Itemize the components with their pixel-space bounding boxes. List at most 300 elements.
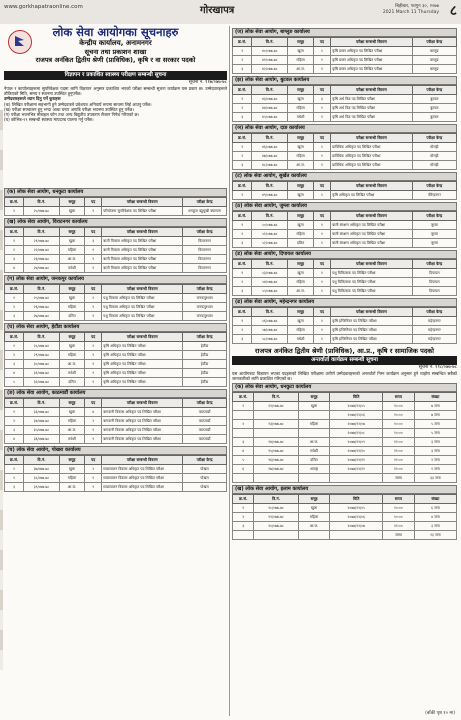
column-header: परीक्षा केन्द्र	[183, 333, 227, 342]
left-column	[4, 26, 227, 492]
table-cell: ६	[233, 465, 254, 474]
table-cell: काठमाडौं	[183, 417, 227, 426]
table-header-row	[5, 399, 227, 408]
table-row	[233, 438, 457, 447]
column-header: पद	[85, 285, 102, 294]
table-cell: पोखरा	[183, 483, 227, 492]
table-cell: महिला	[288, 278, 314, 287]
table-cell: ५५/०७७-७८	[252, 287, 288, 296]
table-cell: २	[233, 278, 252, 287]
table-cell: काठमाडौं	[183, 408, 227, 417]
office-section-heading: (ड) लोक सेवा आयोग, दिपायल कार्यालय	[232, 250, 457, 259]
table-cell: २०७७/१२/०५	[330, 504, 383, 513]
table-cell: कृषि अर्थ विज्ञ पद लिखित परीक्षा	[331, 113, 413, 122]
table-cell: बागवानी विकास अधिकृत पद लिखित परीक्षा	[102, 426, 183, 435]
table-cell: २०/०७७-७८	[24, 207, 60, 216]
table-cell: ५ जना	[414, 429, 456, 438]
table-row	[5, 207, 227, 216]
table-cell	[233, 474, 254, 483]
table-row	[233, 191, 457, 200]
table-cell: २	[5, 246, 24, 255]
table-cell: १	[233, 269, 252, 278]
table-cell: मधेशी	[288, 335, 314, 344]
schedule-table	[232, 259, 457, 296]
table-cell: ७ जना	[414, 402, 456, 411]
table-cell: महिला	[298, 513, 330, 522]
column-header: वि.नं.	[254, 495, 298, 504]
column-header: परीक्षा सम्बन्धी विवरण	[102, 333, 183, 342]
table-row	[233, 504, 457, 513]
table-cell: प्राविधिक अधिकृत पद लिखित परीक्षा	[331, 143, 413, 152]
table-cell	[233, 429, 254, 438]
table-cell: जुम्ला	[412, 230, 456, 239]
column-header: वि.नं.	[24, 228, 60, 237]
notice-heading: राजपत्र अनंकित द्वितीय श्रेणी (प्राविधिक), कृषि र वा सरकार पदको	[35, 56, 196, 64]
table-cell: बागवानी विकास अधिकृत पद लिखित परीक्षा	[102, 417, 183, 426]
table-cell: ३ जना	[414, 522, 456, 531]
table-cell: माछापालन विकास अधिकृत पद लिखित परीक्षा	[102, 483, 183, 492]
table-cell: पोखरा	[183, 474, 227, 483]
column-header: परीक्षा सम्बन्धी विवरण	[331, 308, 413, 317]
column-header: समय	[382, 393, 414, 402]
table-cell: महेन्द्रनगर	[412, 335, 456, 344]
table-cell: आ.ज.	[59, 483, 84, 492]
column-header: क्र.सं.	[233, 212, 252, 221]
table-cell: ३	[233, 522, 254, 531]
table-row	[233, 143, 457, 152]
table-cell: २	[313, 317, 330, 326]
table-cell: दलित	[59, 312, 84, 321]
schedule-table	[4, 227, 227, 273]
table-cell: मधेशी	[59, 264, 84, 273]
table-cell: २	[233, 326, 252, 335]
table-cell: पशु चिकित्सक पद लिखित परीक्षा	[331, 269, 413, 278]
column-header: क्र.सं.	[5, 198, 24, 207]
column-header: समूह	[288, 260, 314, 269]
table-row	[233, 152, 457, 161]
intro-paragraph: नेपाल र कार्यालयहरूमा सुपरिवेक्षक पदमा लागि विज्ञापन अनुसार प्रकाशित भएको परीक्षा सम्बन्धी सूचना कार्यक्रम यस प्रकार छ। उम्मेदवारहरूले तोकिएको मिति, समय र स्थानमा उपस्थित हुनुपर्नेछ।	[4, 86, 227, 97]
table-cell: १६/०७७-७८	[254, 456, 298, 465]
table-row	[5, 408, 227, 417]
office-section-heading: (क) लोक सेवा आयोग, धनकुटा कार्यालय	[4, 188, 227, 197]
second-notice-bar: अन्तर्वार्ता कार्यक्रम सम्बन्धी सूचना	[232, 356, 457, 365]
table-cell: २	[313, 47, 330, 56]
table-cell: ३०/०७७-७८	[24, 360, 60, 369]
table-cell: १	[233, 402, 254, 411]
table-cell: ३	[233, 287, 252, 296]
column-header: पद	[85, 333, 102, 342]
table-cell: महेन्द्रनगर	[412, 326, 456, 335]
table-cell: १०:००	[382, 411, 414, 420]
table-header-row	[233, 212, 457, 221]
continued-note: (बाँकी पृष्ठ १० मा)	[425, 711, 455, 716]
column-header: परीक्षा केन्द्र	[183, 285, 227, 294]
table-cell: ५२/०७७-७८	[252, 239, 288, 248]
column-header: क्र.सं.	[233, 182, 252, 191]
schedule-table	[4, 455, 227, 492]
table-cell: २०७७/१२/११	[330, 456, 383, 465]
table-cell: बाग्लुङ	[412, 56, 456, 65]
table-header-row	[233, 134, 457, 143]
office-section-heading: (घ) लोक सेवा आयोग, हेटौंडा कार्यालय	[4, 323, 227, 332]
table-cell: ५७/०७७-७८	[252, 326, 288, 335]
table-cell: बाली संरक्षण अधिकृत पद लिखित परीक्षा	[331, 221, 413, 230]
table-row	[5, 237, 227, 246]
office-section-heading: (ङ) लोक सेवा आयोग, काठमाडौं कार्यालय	[4, 389, 227, 398]
second-notice-number: सूचना नं. ११८/०७७-७८	[418, 365, 457, 370]
column-header: परीक्षा केन्द्र	[183, 228, 227, 237]
table-cell: ५०/०७७-७८	[252, 221, 288, 230]
table-row	[5, 426, 227, 435]
table-row	[233, 65, 457, 74]
table-cell: १	[233, 221, 252, 230]
column-header: समूह	[298, 393, 330, 402]
column-header: परीक्षा सम्बन्धी विवरण	[102, 285, 183, 294]
table-cell	[330, 474, 383, 483]
table-cell: ११:००	[382, 438, 414, 447]
table-cell: महिला	[288, 230, 314, 239]
column-header: क्र.सं.	[5, 456, 24, 465]
table-cell: विराटनगर	[183, 264, 227, 273]
office-name: केन्द्रीय कार्यालय, अनामनगर	[79, 39, 152, 47]
table-cell: परियोजना सुपरिवेक्षक पद लिखित परीक्षा	[102, 207, 183, 216]
column-header: परीक्षा केन्द्र	[183, 399, 227, 408]
table-cell: ५ जना	[414, 420, 456, 429]
office-section-heading: (ठ) लोक सेवा आयोग, जुम्ला कार्यालय	[232, 202, 457, 211]
table-row	[233, 531, 457, 540]
column-header: समूह	[288, 38, 314, 47]
column-header: परीक्षा सम्बन्धी विवरण	[102, 456, 183, 465]
table-cell: जनकपुरधाम	[183, 294, 227, 303]
table-cell: २	[233, 420, 254, 429]
notice-number: सूचना नं. ११७/०७७-७८	[188, 80, 227, 85]
table-row	[5, 264, 227, 273]
column-header: वि.नं.	[24, 198, 60, 207]
instructions-list	[4, 102, 227, 123]
table-cell: ३ जना	[414, 447, 456, 456]
office-section-heading: (ढ) लोक सेवा आयोग, महेन्द्रनगर कार्यालय	[232, 298, 457, 307]
table-cell: १	[85, 255, 102, 264]
table-cell: काठमाडौं	[183, 426, 227, 435]
column-header: समूह	[288, 182, 314, 191]
table-row	[233, 95, 457, 104]
table-cell: जम्मा	[382, 474, 414, 483]
table-header-row	[233, 38, 457, 47]
table-cell: १	[313, 161, 330, 170]
table-row	[233, 456, 457, 465]
table-cell: कृषि इन्जिनियर पद लिखित परीक्षा	[331, 317, 413, 326]
table-cell: बुटवल	[412, 113, 456, 122]
table-cell: मधेशी	[298, 447, 330, 456]
column-header: क्र.सं.	[233, 86, 252, 95]
table-row	[233, 269, 457, 278]
table-row	[5, 246, 227, 255]
table-cell: जुम्ला	[412, 239, 456, 248]
column-header: परीक्षा केन्द्र	[412, 308, 456, 317]
office-section-heading: (च) लोक सेवा आयोग, पोखरा कार्यालय	[4, 446, 227, 455]
table-cell: बुटवल	[412, 104, 456, 113]
table-cell: ५१/०७७-७८	[252, 230, 288, 239]
column-header: क्र.सं.	[233, 134, 252, 143]
table-row	[233, 429, 457, 438]
table-cell: ३	[233, 438, 254, 447]
table-cell: आ.ज.	[59, 255, 84, 264]
table-cell: माछापालन विकास अधिकृत पद लिखित परीक्षा	[102, 474, 183, 483]
table-cell: २०७७/१२/०८	[330, 429, 383, 438]
table-cell: २	[5, 303, 24, 312]
schedule-table	[232, 133, 457, 170]
table-cell: १	[85, 426, 102, 435]
psc-emblem-icon	[8, 30, 32, 54]
table-cell: जम्मा	[382, 531, 414, 540]
table-cell: खुला	[59, 408, 84, 417]
table-cell: कृषि प्रसार अधिकृत पद लिखित परीक्षा	[331, 56, 413, 65]
table-cell: २	[233, 152, 252, 161]
table-row	[233, 239, 457, 248]
margin-strip	[0, 110, 3, 670]
table-cell: बाली विकास अधिकृत पद लिखित परीक्षा	[102, 255, 183, 264]
table-cell: महिला	[288, 152, 314, 161]
table-cell: १	[85, 351, 102, 360]
table-cell: पशु विकास अधिकृत पद लिखित परीक्षा	[102, 303, 183, 312]
column-header: परीक्षा केन्द्र	[412, 212, 456, 221]
column-header: परीक्षा केन्द्र	[412, 134, 456, 143]
column-header: वि.नं.	[252, 212, 288, 221]
table-cell: १	[313, 230, 330, 239]
column-header: क्र.सं.	[233, 393, 254, 402]
column-header: परीक्षा सम्बन्धी विवरण	[102, 198, 183, 207]
table-cell: कृषि अर्थ विज्ञ पद लिखित परीक्षा	[331, 95, 413, 104]
table-cell: ३	[5, 255, 24, 264]
table-cell: कृषि इन्जिनियर पद लिखित परीक्षा	[331, 335, 413, 344]
table-cell: आ.ज.	[288, 65, 314, 74]
table-cell: दिपायल	[412, 269, 456, 278]
table-cell: जुम्ला	[412, 221, 456, 230]
table-row	[233, 513, 457, 522]
issue-date-english: 2021 March 11 Thursday	[382, 10, 439, 15]
column-header: समूह	[288, 212, 314, 221]
table-cell: ३	[233, 239, 252, 248]
table-cell: १९/०७७-७८	[254, 513, 298, 522]
table-header-row	[5, 456, 227, 465]
table-cell: २	[233, 513, 254, 522]
table-row	[5, 342, 227, 351]
table-cell: १०:००	[382, 429, 414, 438]
table-cell: कृषि प्रसार अधिकृत पद लिखित परीक्षा	[331, 47, 413, 56]
issue-date-nepali: बिहीबार, फागुन ३०, २०७७	[395, 4, 439, 9]
table-cell: १५/०७७-७८	[254, 447, 298, 456]
column-header: वि.नं.	[252, 134, 288, 143]
table-cell: ५	[233, 456, 254, 465]
table-cell: खुला	[298, 504, 330, 513]
column-header: परीक्षा सम्बन्धी विवरण	[331, 212, 413, 221]
notice-subtitle: विज्ञापन र प्रकाशित स्वास्थ्य परीक्षण सम्बन्धी सूचना	[4, 71, 227, 80]
table-header-row	[233, 86, 457, 95]
table-cell: कृषि अधिकृत पद लिखित परीक्षा	[331, 191, 413, 200]
column-header: पद	[313, 182, 330, 191]
column-header: वि.नं.	[254, 393, 298, 402]
website-url[interactable]: www.gorkhapatraonline.com	[4, 4, 83, 10]
column-header: समूह	[288, 134, 314, 143]
column-header: मिति	[330, 393, 383, 402]
table-cell: १	[313, 287, 330, 296]
column-divider	[229, 26, 230, 716]
table-cell: घोराही	[412, 143, 456, 152]
table-cell: खुला	[59, 207, 84, 216]
table-row	[233, 335, 457, 344]
table-cell: ५६/०७७-७८	[252, 317, 288, 326]
column-header: वि.नं.	[252, 38, 288, 47]
table-row	[233, 161, 457, 170]
table-cell: ४	[5, 264, 24, 273]
right-sections	[232, 28, 457, 344]
table-cell: ३२/०७७-७८	[24, 378, 60, 387]
column-header: क्र.सं.	[233, 260, 252, 269]
table-cell: १३/०७७-७८	[254, 420, 298, 429]
schedule-table	[232, 307, 457, 344]
table-cell: २०७७/१२/०७	[330, 420, 383, 429]
table-cell: १०:००	[382, 402, 414, 411]
table-cell: ३५/०७७-७८	[24, 426, 60, 435]
column-header: परीक्षा केन्द्र	[183, 456, 227, 465]
table-cell: २	[233, 230, 252, 239]
table-header-row	[5, 333, 227, 342]
table-cell: बागवानी विकास अधिकृत पद लिखित परीक्षा	[102, 408, 183, 417]
notice-body	[4, 86, 227, 186]
column-header: समूह	[59, 198, 84, 207]
schedule-table	[4, 398, 227, 444]
table-cell: १	[313, 56, 330, 65]
column-header: परीक्षा सम्बन्धी विवरण	[331, 134, 413, 143]
table-cell: १	[5, 408, 24, 417]
table-cell: खुला	[288, 269, 314, 278]
table-cell: हेटौंडा	[183, 342, 227, 351]
column-header: समूह	[59, 333, 84, 342]
table-cell: १	[5, 237, 24, 246]
table-cell: जनकपुरधाम	[183, 303, 227, 312]
table-cell: १	[233, 47, 252, 56]
column-header: वि.नं.	[24, 333, 60, 342]
column-header: परीक्षा केन्द्र	[412, 38, 456, 47]
office-section-heading: (ट) लोक सेवा आयोग, सुर्खेत कार्यालय	[232, 172, 457, 181]
table-cell: २	[233, 56, 252, 65]
table-cell: १	[233, 191, 252, 200]
column-header: परीक्षा केन्द्र	[412, 182, 456, 191]
table-cell: महिला	[298, 420, 330, 429]
table-row	[5, 465, 227, 474]
column-header: क्र.सं.	[5, 333, 24, 342]
second-notice-sections	[232, 383, 457, 540]
table-cell: मधेशी	[288, 113, 314, 122]
table-cell: आ.ज.	[59, 426, 84, 435]
column-header: पद	[313, 212, 330, 221]
table-row	[233, 221, 457, 230]
table-cell: १३ जना	[414, 531, 456, 540]
column-header: परीक्षा केन्द्र	[183, 198, 227, 207]
table-cell: खुला	[288, 317, 314, 326]
table-cell: हेटौंडा	[183, 369, 227, 378]
table-cell: महिला	[59, 417, 84, 426]
schedule-table	[4, 332, 227, 387]
table-cell: ११:००	[382, 522, 414, 531]
table-cell: ४९/०७७-७८	[252, 191, 288, 200]
table-cell: ३३ जना	[414, 474, 456, 483]
table-cell: बाली संरक्षण अधिकृत पद लिखित परीक्षा	[331, 239, 413, 248]
table-cell: महिला	[59, 474, 84, 483]
table-cell: ४	[5, 369, 24, 378]
column-header: परीक्षा केन्द्र	[412, 260, 456, 269]
table-cell: कृषि इन्जिनियर पद लिखित परीक्षा	[331, 326, 413, 335]
table-cell	[298, 531, 330, 540]
page-header	[0, 0, 461, 24]
table-cell: ३	[85, 237, 102, 246]
column-header: समय	[382, 495, 414, 504]
table-cell: १	[85, 246, 102, 255]
table-cell: १०:००	[382, 504, 414, 513]
table-cell: ४	[85, 408, 102, 417]
table-cell: २०७७/१२/०६	[330, 411, 383, 420]
second-notice	[232, 347, 457, 540]
table-cell: ४३/०७७-७८	[252, 95, 288, 104]
table-cell: खुला	[288, 47, 314, 56]
table-row	[5, 351, 227, 360]
instruction-item: (क) लिखित परीक्षामा सहभागी हुने उम्मेदवारले प्रवेशपत्र अनिवार्य रूपमा साथमा लिई आउनु पर्नेछ।	[4, 101, 152, 107]
table-cell: खुला	[288, 221, 314, 230]
column-header: मिति	[330, 495, 383, 504]
column-header: क्र.सं.	[5, 399, 24, 408]
table-cell: १	[5, 342, 24, 351]
column-header: वि.नं.	[252, 308, 288, 317]
table-row	[233, 465, 457, 474]
table-cell: बाग्लुङ	[412, 65, 456, 74]
table-cell	[298, 411, 330, 420]
column-header: समूह	[288, 86, 314, 95]
table-cell: १	[313, 152, 330, 161]
table-cell	[254, 429, 298, 438]
column-header: वि.नं.	[24, 399, 60, 408]
table-cell: १	[233, 504, 254, 513]
table-cell: २०७७/१२/१२	[330, 465, 383, 474]
table-cell: खुला	[288, 95, 314, 104]
table-cell: ३६/०७७-७८	[24, 435, 60, 444]
column-header: पद	[313, 308, 330, 317]
table-cell: ३३/०७७-७८	[24, 408, 60, 417]
table-cell: २	[313, 143, 330, 152]
table-cell: ३	[5, 312, 24, 321]
table-cell: दिपायल	[412, 287, 456, 296]
table-cell	[254, 531, 298, 540]
table-cell: खुला	[59, 237, 84, 246]
table-cell: १	[313, 278, 330, 287]
table-cell: प्राविधिक अधिकृत पद लिखित परीक्षा	[331, 152, 413, 161]
table-cell: खुला	[59, 465, 84, 474]
table-cell: पशु चिकित्सक पद लिखित परीक्षा	[331, 287, 413, 296]
table-cell: ७ जना	[414, 411, 456, 420]
table-cell: ३	[5, 426, 24, 435]
table-cell: ११:००	[382, 465, 414, 474]
general-heading: उम्मेदवारहरूले ध्यान दिनु पर्ने कुराहरू	[4, 96, 61, 102]
table-cell: पशु विकास अधिकृत पद लिखित परीक्षा	[102, 312, 183, 321]
table-header-row	[5, 198, 227, 207]
table-cell: २३/०७७-७८	[24, 255, 60, 264]
column-header: परीक्षा सम्बन्धी विवरण	[331, 260, 413, 269]
column-header: संख्या	[414, 393, 456, 402]
column-header: पद	[313, 86, 330, 95]
table-cell: २	[313, 269, 330, 278]
table-cell: महिला	[59, 303, 84, 312]
schedule-table	[4, 197, 227, 216]
table-cell: १७/०७७-७८	[254, 465, 298, 474]
